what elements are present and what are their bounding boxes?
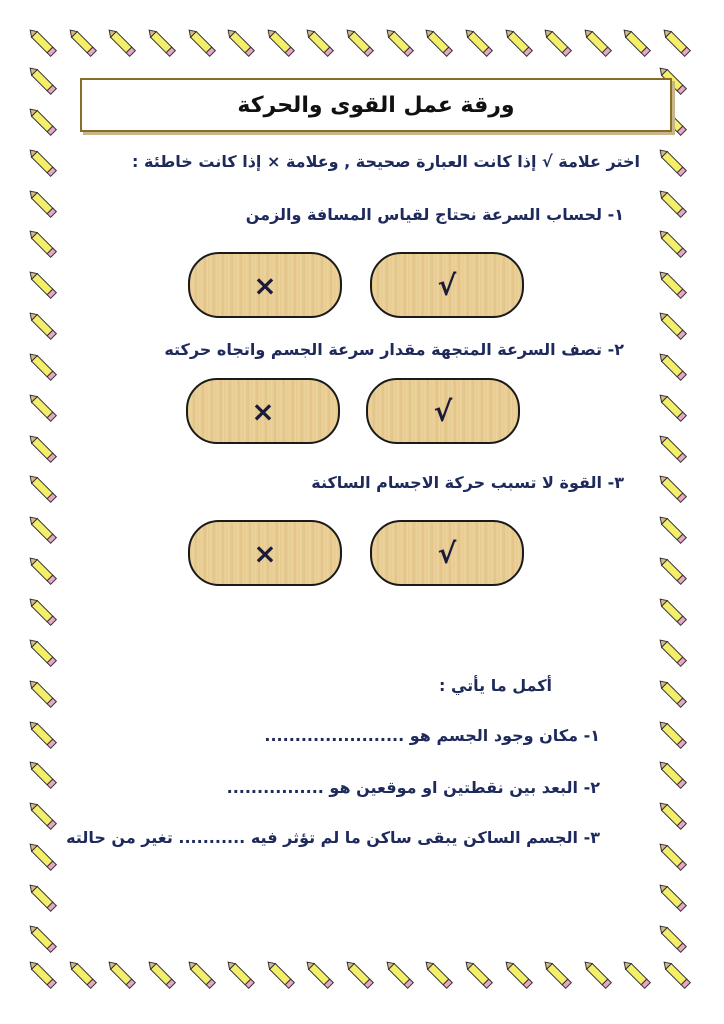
pencil-icon	[464, 960, 498, 994]
pencil-icon	[658, 352, 692, 386]
pencil-icon	[226, 960, 260, 994]
pencil-icon	[658, 801, 692, 835]
check-mark-icon: √	[437, 268, 457, 302]
check-mark-icon: √	[433, 394, 453, 428]
pencil-icon	[28, 679, 62, 713]
pencil-icon	[68, 960, 102, 994]
pencil-icon	[622, 28, 656, 62]
pencil-icon	[28, 229, 62, 263]
pencil-icon	[28, 924, 62, 958]
pencil-icon	[28, 148, 62, 182]
pencil-icon	[385, 960, 419, 994]
worksheet-title: ورقة عمل القوى والحركة	[237, 92, 515, 118]
false-option-1[interactable]	[188, 252, 342, 318]
pencil-icon	[28, 28, 62, 62]
question-3-text: ٣- القوة لا تسبب حركة الاجسام الساكنة	[311, 473, 624, 492]
pencil-icon	[658, 924, 692, 958]
pencil-icon	[28, 760, 62, 794]
pencil-icon	[28, 311, 62, 345]
complete-heading: أكمل ما يأتي :	[438, 676, 552, 695]
true-option-1[interactable]	[370, 252, 524, 318]
pencil-icon	[658, 393, 692, 427]
pencil-icon	[28, 556, 62, 590]
pencil-icon	[28, 842, 62, 876]
pencil-icon	[658, 556, 692, 590]
pencil-icon	[658, 679, 692, 713]
pencil-icon	[662, 960, 696, 994]
pencil-icon	[28, 883, 62, 917]
check-mark-icon: √	[437, 536, 457, 570]
pencil-icon	[305, 28, 339, 62]
pencil-icon	[28, 515, 62, 549]
cross-mark-icon: ×	[253, 268, 277, 302]
pencil-icon	[187, 28, 221, 62]
pencil-icon	[28, 393, 62, 427]
pencil-icon	[622, 960, 656, 994]
pencil-icon	[28, 107, 62, 141]
false-option-2[interactable]	[186, 378, 340, 444]
pencil-icon	[543, 28, 577, 62]
pencil-icon	[658, 638, 692, 672]
pencil-icon	[68, 28, 102, 62]
pencil-icon	[305, 960, 339, 994]
left-border	[28, 66, 66, 958]
pencil-icon	[583, 960, 617, 994]
pencil-icon	[28, 720, 62, 754]
pencil-icon	[658, 270, 692, 304]
pencil-icon	[658, 515, 692, 549]
pencil-icon	[658, 311, 692, 345]
complete-item-1: ١- مكان وجود الجسم هو .......................	[264, 726, 600, 745]
question-2-text: ٢- تصف السرعة المتجهة مقدار سرعة الجسم واتجاه حركته	[164, 340, 624, 359]
pencil-icon	[28, 66, 62, 100]
pencil-icon	[28, 270, 62, 304]
pencil-icon	[658, 760, 692, 794]
pencil-icon	[658, 883, 692, 917]
complete-item-2: ٢- البعد بين نقطتين او موقعين هو ................	[226, 778, 600, 797]
pencil-icon	[107, 960, 141, 994]
pencil-icon	[266, 28, 300, 62]
pencil-icon	[658, 229, 692, 263]
pencil-icon	[658, 842, 692, 876]
right-border	[658, 66, 696, 958]
bottom-border	[28, 960, 696, 998]
pencil-icon	[147, 960, 181, 994]
pencil-icon	[28, 960, 62, 994]
pencil-icon	[107, 28, 141, 62]
pencil-icon	[464, 28, 498, 62]
pencil-icon	[385, 28, 419, 62]
cross-mark-icon: ×	[251, 394, 275, 428]
pencil-icon	[28, 801, 62, 835]
true-option-2[interactable]	[366, 378, 520, 444]
pencil-icon	[28, 434, 62, 468]
pencil-icon	[583, 28, 617, 62]
true-option-3[interactable]	[370, 520, 524, 586]
pencil-icon	[543, 960, 577, 994]
pencil-icon	[28, 638, 62, 672]
pencil-icon	[504, 28, 538, 62]
pencil-icon	[147, 28, 181, 62]
pencil-icon	[658, 189, 692, 223]
pencil-icon	[28, 352, 62, 386]
pencil-icon	[424, 960, 458, 994]
pencil-icon	[345, 28, 379, 62]
pencil-icon	[662, 28, 696, 62]
pencil-icon	[28, 597, 62, 631]
pencil-icon	[658, 597, 692, 631]
pencil-icon	[658, 434, 692, 468]
false-option-3[interactable]	[188, 520, 342, 586]
pencil-icon	[658, 720, 692, 754]
pencil-icon	[658, 148, 692, 182]
complete-item-3: ٣- الجسم الساكن يبقى ساكن ما لم تؤثر فيه ........... تغير من حالته	[66, 828, 600, 847]
pencil-icon	[28, 189, 62, 223]
pencil-icon	[424, 28, 458, 62]
question-1-text: ١- لحساب السرعة نحتاج لقياس المسافة والزمن	[245, 205, 624, 224]
cross-mark-icon: ×	[253, 536, 277, 570]
pencil-icon	[187, 960, 221, 994]
instruction-text: اختر علامة √ إذا كانت العبارة صحيحة , وعلامة × إذا كانت خاطئة :	[132, 152, 640, 171]
pencil-icon	[266, 960, 300, 994]
title-box	[80, 78, 672, 132]
pencil-icon	[658, 474, 692, 508]
pencil-icon	[28, 474, 62, 508]
pencil-icon	[345, 960, 379, 994]
top-border	[28, 28, 696, 66]
pencil-icon	[226, 28, 260, 62]
pencil-icon	[504, 960, 538, 994]
